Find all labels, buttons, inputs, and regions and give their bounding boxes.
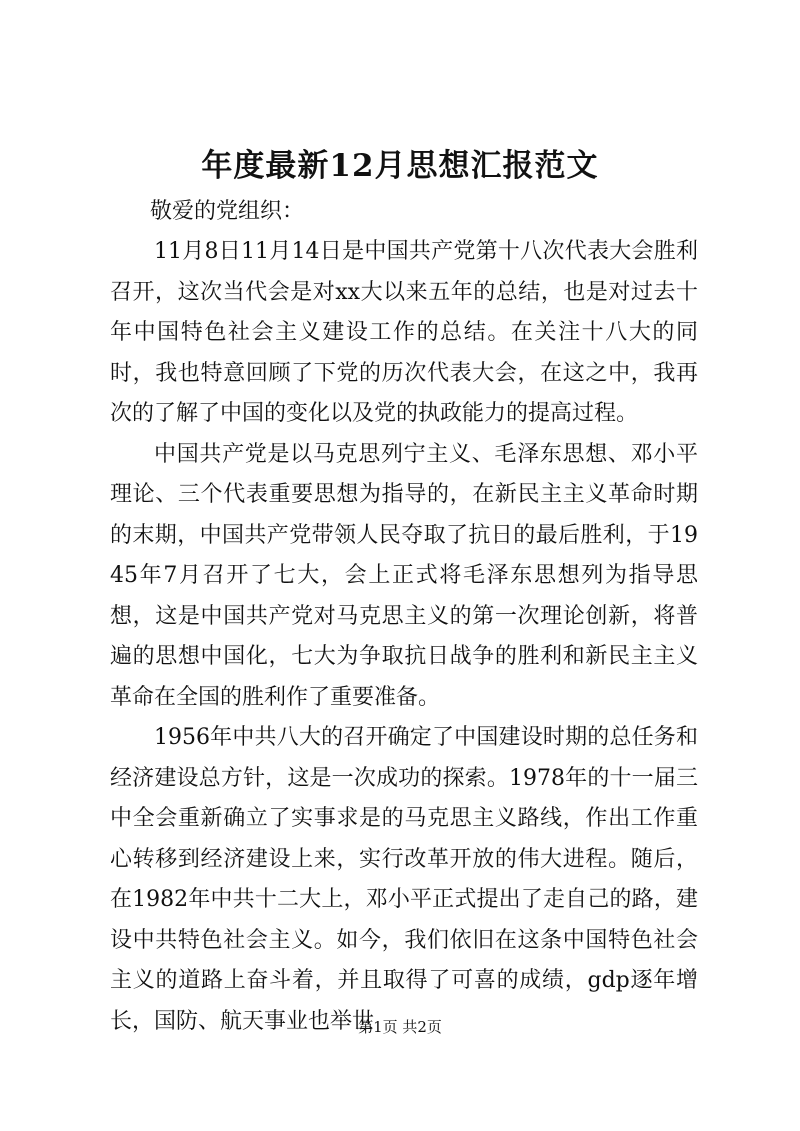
salutation: 敬爱的党组织：	[150, 199, 305, 224]
document-body	[110, 232, 698, 1042]
paragraph-1: 11月8日11月14日是中国共产党第十八次代表大会胜利召开，这次当代会是对xx大以来五年的总结，也是对过去十年中国特色社会主义建设工作的总结。在关注十八大的同时，我也特意回顾了下党的历次代表大会，在这之中，我再次的了解了中国的变化以及党的执政能力的提高过程。	[110, 239, 698, 426]
paragraph-2: 中国共产党是以马克思列宁主义、毛泽东思想、邓小平理论、三个代表重要思想为指导的，在新民主主义革命时期的末期，中国共产党带领人民夺取了抗日的最后胜利，于1945年7月召开了七大，会上正式将毛泽东思想列为指导思想，这是中国共产党对马克思主义的第一次理论创新，将普遍的思想中国化，七大为争取抗日战争的胜利和新民主主义革命在全国的胜利作了重要准备。	[110, 441, 698, 710]
page-footer: 第1页 共2页	[358, 1018, 442, 1036]
document-title: 年度最新12月思想汇报范文	[201, 148, 599, 184]
paragraph-3: 1956年中共八大的召开确定了中国建设时期的总任务和经济建设总方针，这是一次成功的探索。1978年的十一届三中全会重新确立了实事求是的马克思主义路线，作出工作重心转移到经济建设上来，实行改革开放的伟大进程。随后，在1982年中共十二大上，邓小平正式提出了走自己的路，建设中共特色社会主义。如今，我们依旧在这条中国特色社会主义的道路上奋斗着，并且取得了可喜的成绩，gdp逐年增长，国防、航天事业也举世	[110, 725, 698, 1034]
